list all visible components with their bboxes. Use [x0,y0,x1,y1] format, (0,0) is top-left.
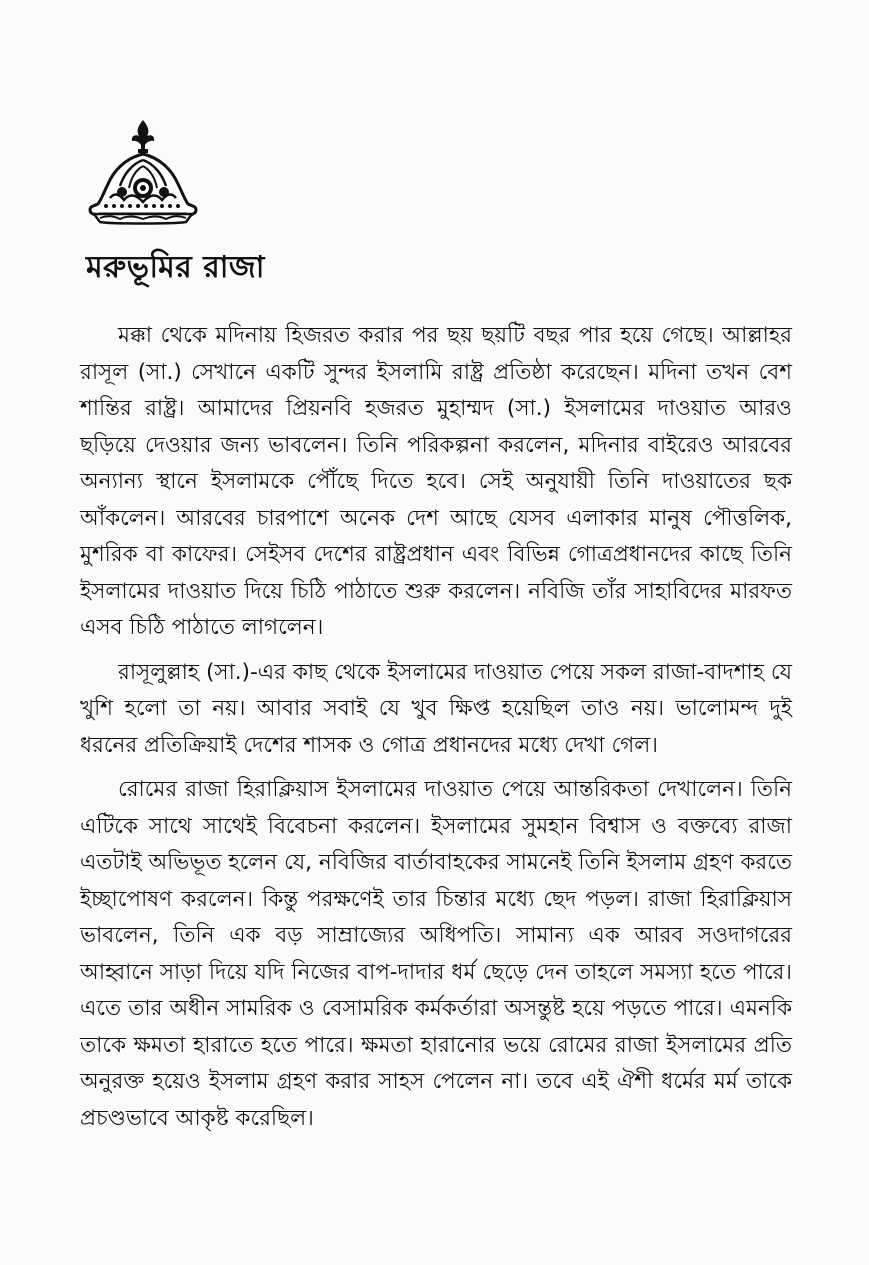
chapter-title: মরুভূমির রাজা [86,250,265,285]
paragraph: মক্কা থেকে মদিনায় হিজরত করার পর ছয় ছয়টি বছর পার হয়ে গেছে। আল্লাহর রাসূল (সা.) সেখানে একটি সুন্দর ইসলামি রাষ্ট্র প্রতিষ্ঠা করেছেন। মদিনা তখন বেশ শান্তির রাষ্ট্র। আমাদের প্রিয়নবি হজরত মুহাম্মদ (সা.) ইসলামের দাওয়াত আরও ছড়িয়ে দেওয়ার জন্য ভাবলেন। তিনি পরিকল্পনা করলেন, মদিনার বাইরেও আরবের অন্যান্য স্থানে ইসলামকে পৌঁছে দিতে হবে। সেই অনুযায়ী তিনি দাওয়াতের ছক আঁকলেন। আরবের চারপাশে অনেক দেশ আছে যেসব এলাকার মানুষ পৌত্তলিক, মুশরিক বা কাফের। সেইসব দেশের রাষ্ট্রপ্রধান এবং বিভিন্ন গোত্রপ্রধানদের কাছে তিনি ইসলামের দাওয়াত দিয়ে চিঠি পাঠাতে শুরু করলেন। নবিজি তাঁর সাহাবিদের মারফত এসব চিঠি পাঠাতে লাগলেন। [80,323,792,640]
paragraph: রাসূলুল্লাহ (সা.)-এর কাছ থেকে ইসলামের দাওয়াত পেয়ে সকল রাজা-বাদশাহ যে খুশি হলো তা নয়। আবার সবাই যে খুব ক্ষিপ্ত হয়েছিল তাও নয়। ভালোমন্দ দুই ধরনের প্রতিক্রিয়াই দেশের শাসক ও গোত্র প্রধানদের মধ্যে দেখা গেল। [80,659,792,758]
paragraph: রোমের রাজা হিরাক্লিয়াস ইসলামের দাওয়াত পেয়ে আন্তরিকতা দেখালেন। তিনি এটিকে সাথে সাথেই বিবেচনা করলেন। ইসলামের সুমহান বিশ্বাস ও বক্তব্যে রাজা এতটাই অভিভূত হলেন যে, নবিজির বার্তাবাহকের সামনেই তিনি ইসলাম গ্রহণ করতে ইচ্ছাপোষণ করলেন। কিন্তু পরক্ষণেই তার চিন্তার মধ্যে ছেদ পড়ল। রাজা হিরাক্লিয়াস ভাবলেন, তিনি এক বড় সাম্রাজ্যের অধিপতি। সামান্য এক আরব সওদাগরের আহ্বানে সাড়া দিয়ে যদি নিজের বাপ-দাদার ধর্ম ছেড়ে দেন তাহলে সমস্যা হতে পারে। এতে তার অধীন সামরিক ও বেসামরিক কর্মকর্তারা অসন্তুষ্ট হয়ে পড়তে পারে। এমনকি তাকে ক্ষমতা হারাতে হতে পারে। ক্ষমতা হারানোর ভয়ে রোমের রাজা ইসলামের প্রতি অনুরক্ত হয়েও ইসলাম গ্রহণ করার সাহস পেলেন না। তবে এই ঐশী ধর্মের মর্ম তাকে প্রচণ্ডভাবে আকৃষ্ট করেছিল। [80,777,792,1131]
crown-ornament-icon [86,118,200,230]
body-text [80,318,792,1145]
